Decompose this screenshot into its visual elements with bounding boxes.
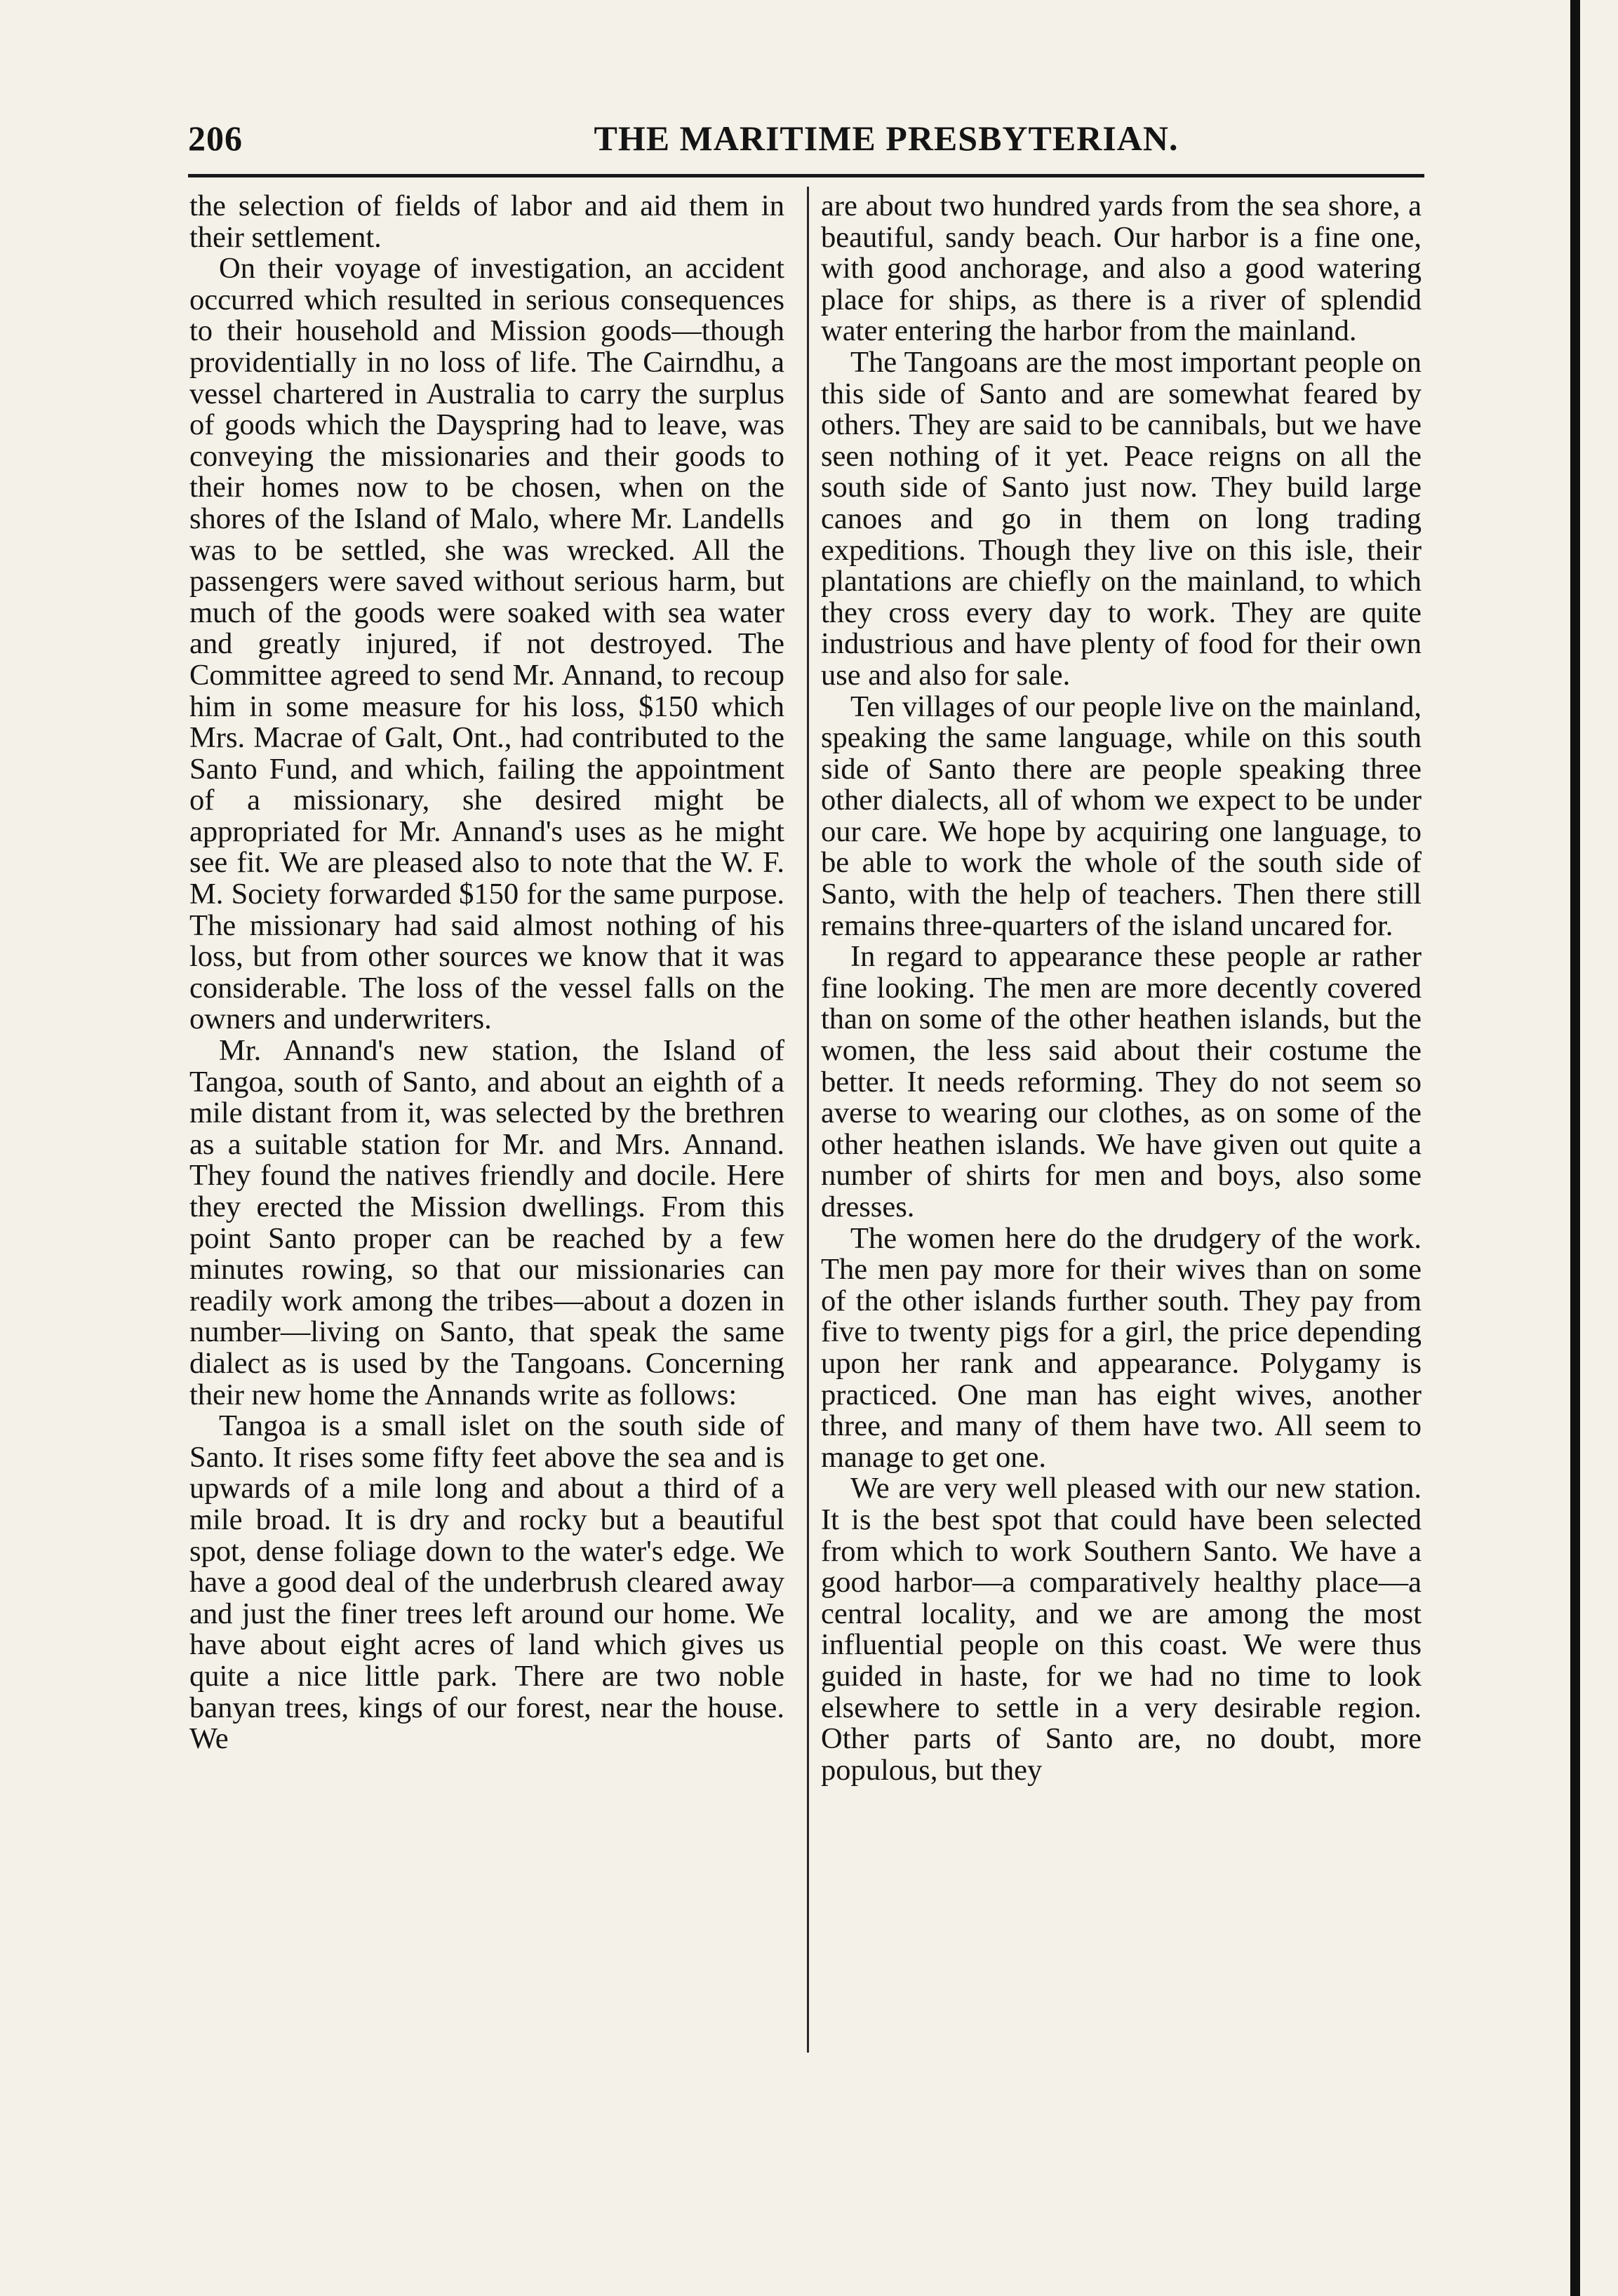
right-column [821,191,1422,1786]
paragraph: On their voyage of investigation, an accident occurred which resulted in serious consequences to their household and Mission goods—though providentially in no loss of life. The Cairndhu, a vessel chartered in Australia to carry the surplus of goods which the Dayspring had to leave, was conveying the missionaries and their goods to their homes now to be chosen, when on the shores of the Island of Malo, where Mr. Landells was to be settled, she was wrecked. All the passengers were saved without serious harm, but much of the goods were soaked with sea water and greatly injured, if not destroyed. The Committee agreed to send Mr. Annand, to recoup him in some measure for his loss, $150 which Mrs. Macrae of Galt, Ont., had contributed to the Santo Fund, and which, failing the appointment of a missionary, she desired might be appropriated for Mr. Annand's uses as he might see fit. We are pleased also to note that the W. F. M. Society forwarded $150 for the same purpose. The missionary had said almost nothing of his loss, but from other sources we know that it was considerable. The loss of the vessel falls on the owners and underwriters. [189,252,784,1036]
paragraph: The Tangoans are the most important people on this side of Santo and are somewhat feared by others. They are said to be cannibals, but we have seen nothing of it yet. Peace reigns on all the south side of Santo just now. They build large canoes and go in them on long trading expeditions. Though they live on this isle, their plantations are chiefly on the mainland, to which they cross every day to work. They are quite industrious and have plenty of food for their own use and also for sale. [821,345,1422,692]
page-header [188,112,1423,163]
column-divider [807,187,809,2053]
paragraph: In regard to appearance these people ar rather fine looking. The men are more decently covered than on some of the other heathen islands, but the women, the less said about their costume the better. It needs reforming. They do not seem so averse to wearing our clothes, as on some of the other heathen islands. We have given out quite a number of shirts for men and boys, also some dresses. [821,940,1422,1223]
paragraph: are about two hundred yards from the sea shore, a beautiful, sandy beach. Our harbor is a fine one, with good anchorage, and also a good watering place for ships, as there is a river of splendid water entering the harbor from the mainland. [821,189,1422,348]
running-title: THE MARITIME PRESBYTERIAN. [594,119,1179,158]
page-edge-bar [1570,0,1580,2296]
paragraph: The women here do the drudgery of the work. The men pay more for their wives than on some of the other islands further south. They pay from five to twenty pigs for a girl, the price depending upon her rank and appearance. Polygamy is practiced. One man has eight wives, another three, and many of them have two. All seem to manage to get one. [821,1221,1422,1474]
paragraph: Tangoa is a small islet on the south side of Santo. It rises some fifty feet above the sea and is upwards of a mile long and about a third of a mile broad. It is dry and rocky but a beautiful spot, dense foliage down to the water's edge. We have a good deal of the underbrush cleared away and just the finer trees left around our home. We have about eight acres of land which gives us quite a nice little park. There are two noble banyan trees, kings of our forest, near the house. We [189,1409,784,1756]
left-column [189,191,784,1755]
paragraph: Ten villages of our people live on the mainland, speaking the same language, while on this south side of Santo there are people speaking three other dialects, all of whom we expect to be under our care. We hope by acquiring one language, to be able to work the whole of the south side of Santo, with the help of teachers. Then there still remains three-quarters of the island uncared for. [821,690,1422,942]
paragraph: We are very well pleased with our new station. It is the best spot that could have been selected from which to work Southern Santo. We have a good harbor—a comparatively healthy place—a central locality, and we are among the most influential people on this coast. We were thus guided in haste, for we had no time to look elsewhere to settle in a very desirable region. Other parts of Santo are, no doubt, more populous, but they [821,1472,1422,1787]
paragraph: Mr. Annand's new station, the Island of Tangoa, south of Santo, and about an eighth of a mile distant from it, was selected by the brethren as a suitable station for Mr. and Mrs. Annand. They found the natives friendly and docile. Here they erected the Mission dwellings. From this point Santo proper can be reached by a few minutes rowing, so that our missionaries can readily work among the tribes—about a dozen in number—living on Santo, that speak the same dialect as is used by the Tangoans. Concerning their new home the Annands write as follows: [189,1034,784,1411]
paragraph: the selection of fields of labor and aid them in their settlement. [189,189,784,254]
header-rule [188,174,1424,177]
page-number: 206 [188,119,243,158]
